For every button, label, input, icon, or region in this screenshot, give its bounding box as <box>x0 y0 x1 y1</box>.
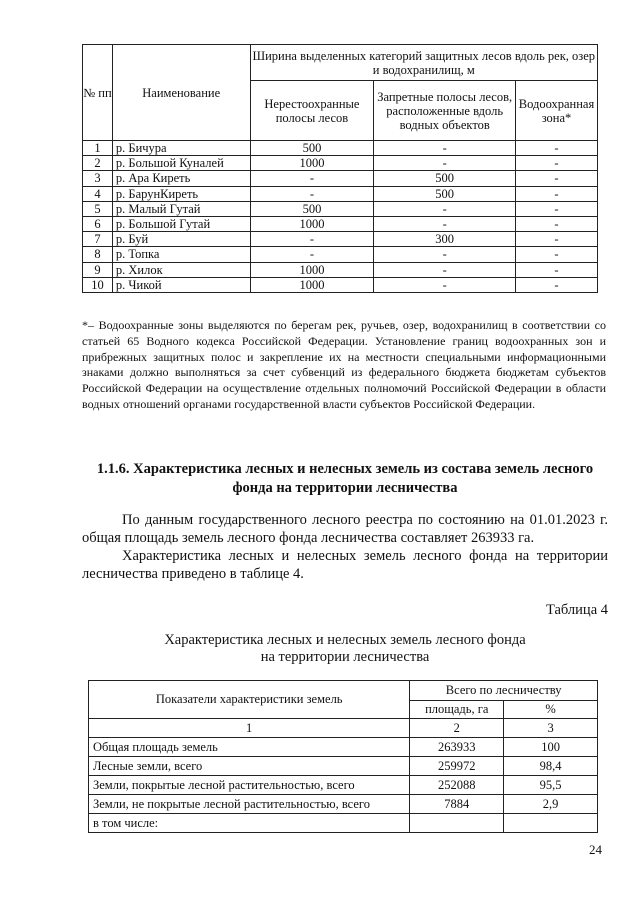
percent-value <box>504 814 598 833</box>
zone-width: - <box>516 232 598 247</box>
area-value: 252088 <box>410 776 504 795</box>
river-name: р. Хилок <box>112 262 250 277</box>
restricted-width: 300 <box>374 232 516 247</box>
indicator-label: Земли, не покрытые лесной растительностью, всего <box>89 795 410 814</box>
river-name: р. Большой Куналей <box>112 156 250 171</box>
zone-width: - <box>516 216 598 231</box>
header-number: № пп <box>83 45 113 141</box>
table-caption-line: на территории лесничества <box>260 649 430 665</box>
table-row <box>83 156 598 171</box>
table-row <box>83 201 598 216</box>
table-row <box>83 262 598 277</box>
spawning-width: - <box>250 186 374 201</box>
river-name: р. Топка <box>112 247 250 262</box>
header-restricted-strips: Запретные полосы лесов, расположенные вдоль водных объектов <box>374 81 516 141</box>
table-number: Таблица 4 <box>545 602 608 618</box>
indicator-label: в том числе: <box>89 814 410 833</box>
table-row <box>83 247 598 262</box>
column-number: 1 <box>89 719 410 738</box>
header-width-group: Ширина выделенных категорий защитных лесов вдоль рек, озер и водохранилищ, м <box>250 45 597 81</box>
page-number: 24 <box>589 842 602 857</box>
row-number: 4 <box>83 186 113 201</box>
header-indicator: Показатели характеристики земель <box>89 681 410 719</box>
table-row <box>89 776 598 795</box>
header-total: Всего по лесничеству <box>410 681 598 701</box>
row-number: 7 <box>83 232 113 247</box>
zone-width: - <box>516 262 598 277</box>
protective-forests-table <box>82 44 598 293</box>
restricted-width: - <box>374 247 516 262</box>
spawning-width: 1000 <box>250 156 374 171</box>
river-name: р. Буй <box>112 232 250 247</box>
spawning-width: 1000 <box>250 262 374 277</box>
spawning-width: 1000 <box>250 277 374 292</box>
table-row <box>89 757 598 776</box>
river-name: р. БарунКиреть <box>112 186 250 201</box>
restricted-width: - <box>374 141 516 156</box>
section-heading: 1.1.6. Характеристика лесных и нелесных земель из состава земель лесного фонда на территории лесничества <box>96 461 594 496</box>
area-value: 259972 <box>410 757 504 776</box>
area-value <box>410 814 504 833</box>
spawning-width: - <box>250 247 374 262</box>
river-name: р. Малый Гутай <box>112 201 250 216</box>
row-number: 3 <box>83 171 113 186</box>
row-number: 2 <box>83 156 113 171</box>
zone-width: - <box>516 171 598 186</box>
river-name: р. Ара Киреть <box>112 171 250 186</box>
column-number: 3 <box>504 719 598 738</box>
river-name: р. Большой Гутай <box>112 216 250 231</box>
area-value: 7884 <box>410 795 504 814</box>
zone-width: - <box>516 277 598 292</box>
zone-width: - <box>516 186 598 201</box>
table-row <box>83 171 598 186</box>
table-row <box>83 277 598 292</box>
table-row <box>83 186 598 201</box>
restricted-width: - <box>374 201 516 216</box>
zone-width: - <box>516 156 598 171</box>
restricted-width: 500 <box>374 171 516 186</box>
body-paragraph: Характеристика лесных и нелесных земель лесного фонда на территории лесничества приведено в таблице 4. <box>82 548 608 582</box>
river-name: р. Бичура <box>112 141 250 156</box>
table-row <box>89 795 598 814</box>
restricted-width: - <box>374 262 516 277</box>
zone-width: - <box>516 141 598 156</box>
table-row <box>83 141 598 156</box>
table-row <box>83 216 598 231</box>
percent-value: 98,4 <box>504 757 598 776</box>
land-characteristics-table <box>88 680 598 833</box>
spawning-width: - <box>250 171 374 186</box>
restricted-width: - <box>374 156 516 171</box>
row-number: 9 <box>83 262 113 277</box>
column-number-row <box>89 719 598 738</box>
percent-value: 95,5 <box>504 776 598 795</box>
indicator-label: Общая площадь земель <box>89 738 410 757</box>
row-number: 6 <box>83 216 113 231</box>
restricted-width: - <box>374 277 516 292</box>
header-area: площадь, га <box>410 701 504 719</box>
table-row <box>89 814 598 833</box>
percent-value: 100 <box>504 738 598 757</box>
spawning-width: 1000 <box>250 216 374 231</box>
table-caption-line: Характеристика лесных и нелесных земель лесного фонда <box>164 632 526 648</box>
footnote: *– Водоохранные зоны выделяются по берегам рек, ручьев, озер, водохранилищ в соответствии со статьей 65 Водного кодекса Российской Федерации. Установление границ водоохранных зон и прибрежных защитных полос и закрепление их на местности специальными информационными знаками должно выполняться за счет субвенций из федерального бюджета бюджетам субъектов Российской Федерации на осуществление отдельных полномочий Российской Федерации в области водных отношений органами государственной власти субъектов Российской Федерации. <box>82 318 606 411</box>
restricted-width: 500 <box>374 186 516 201</box>
row-number: 1 <box>83 141 113 156</box>
column-number: 2 <box>410 719 504 738</box>
zone-width: - <box>516 201 598 216</box>
header-name: Наименование <box>112 45 250 141</box>
table-row <box>89 738 598 757</box>
table-caption <box>82 632 608 666</box>
indicator-label: Лесные земли, всего <box>89 757 410 776</box>
header-spawning-strips: Нерестоохранные полосы лесов <box>250 81 374 141</box>
header-water-protection-zone: Водоохранная зона* <box>516 81 598 141</box>
spawning-width: 500 <box>250 201 374 216</box>
river-name: р. Чикой <box>112 277 250 292</box>
body-paragraph: По данным государственного лесного реестра по состоянию на 01.01.2023 г. общая площадь земель лесного фонда лесничества составляет 263933 га. <box>82 512 608 546</box>
spawning-width: 500 <box>250 141 374 156</box>
restricted-width: - <box>374 216 516 231</box>
row-number: 10 <box>83 277 113 292</box>
percent-value: 2,9 <box>504 795 598 814</box>
row-number: 8 <box>83 247 113 262</box>
table-row <box>83 232 598 247</box>
zone-width: - <box>516 247 598 262</box>
header-percent: % <box>504 701 598 719</box>
row-number: 5 <box>83 201 113 216</box>
area-value: 263933 <box>410 738 504 757</box>
spawning-width: - <box>250 232 374 247</box>
indicator-label: Земли, покрытые лесной растительностью, всего <box>89 776 410 795</box>
